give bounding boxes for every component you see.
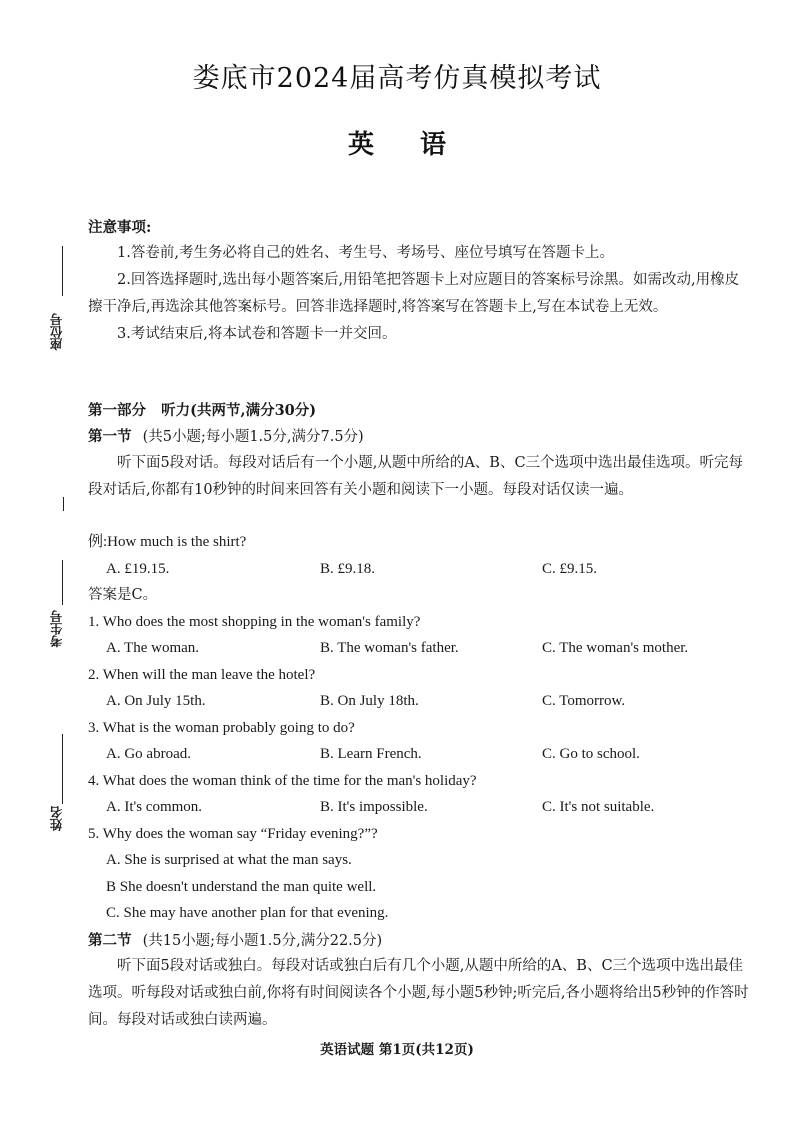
- notice-heading: 注意事项:: [88, 219, 152, 236]
- option-a: A. On July 15th.: [106, 693, 206, 709]
- option-c: C. Tomorrow.: [542, 693, 626, 709]
- page-footer: 英语试题 第1页(共12页): [320, 1042, 474, 1058]
- part1-heading: [88, 397, 753, 424]
- option-a: A. It's common.: [106, 799, 203, 815]
- subject-title: 英语: [347, 130, 492, 160]
- option-c: C. Go to school.: [542, 746, 640, 762]
- section1-heading: [88, 423, 753, 451]
- notice-list: [88, 240, 753, 348]
- exam-title: 娄底市2024届高考仿真模拟考试: [192, 63, 602, 94]
- option-b: B She doesn't understand the man quite well.: [106, 878, 377, 895]
- exam-no-line: [62, 560, 63, 605]
- question: 4. What does the woman think of the time for the man's holiday?: [88, 772, 477, 789]
- section2-title: 第二节: [88, 932, 132, 949]
- section2-heading: [88, 927, 753, 955]
- section2-instruction: [88, 953, 753, 1034]
- option-c: C. £9.15.: [542, 560, 598, 577]
- option-b: B. On July 18th.: [320, 693, 419, 709]
- option-c: C. She may have another plan for that evening.: [106, 905, 389, 921]
- question-options: [88, 688, 753, 715]
- margin-tick: [63, 497, 64, 511]
- seat-line: [62, 246, 63, 296]
- name-label: 姓名: [49, 806, 64, 831]
- question: 5. Why does the woman say “Friday evening?”?: [88, 825, 378, 842]
- example-answer: 答案是C。: [88, 587, 158, 603]
- question-options: [88, 635, 753, 662]
- question: 3. What is the woman probably going to do?: [88, 719, 355, 736]
- notice-item: 3.考试结束后,将本试卷和答题卡一并交回。: [117, 326, 397, 342]
- option-a: A. Go abroad.: [106, 746, 191, 762]
- name-line: [62, 734, 63, 804]
- option-b: B. It's impossible.: [320, 799, 428, 815]
- example-question: 例:How much is the shirt?: [88, 534, 247, 550]
- question-options: [88, 741, 753, 768]
- question: 2. When will the man leave the hotel?: [88, 666, 316, 683]
- section1-instruction: [88, 450, 753, 504]
- notice-item: 1.答卷前,考生务必将自己的姓名、考生号、考场号、座位号填写在答题卡上。: [117, 245, 614, 261]
- option-a: A. She is surprised at what the man says.: [106, 852, 352, 868]
- option-c: C. It's not suitable.: [542, 799, 655, 815]
- part1-title: 第一部分: [88, 402, 146, 419]
- section1-title: 第一节: [88, 428, 132, 445]
- option-c: C. The woman's mother.: [542, 640, 689, 656]
- section2-instruction-text: 听下面5段对话或独白。每段对话或独白后有几个小题,从题中所给的A、B、C三个选项中选出最佳选项。听每段对话或独白前,你将有时间阅读各个小题,每小题5秒钟;听完后,各小题将给出5秒钟的作答时间。每段对话或独白读两遍。: [88, 958, 749, 1028]
- part1-subtitle: 听力(共两节,满分30分): [161, 402, 317, 419]
- section1-instruction-text: 听下面5段对话。每段对话后有一个小题,从题中所给的A、B、C三个选项中选出最佳选项。听完每段对话后,你都有10秒钟的时间来回答有关小题和阅读下一小题。每段对话仅读一遍。: [88, 455, 744, 498]
- option-b: B. £9.18.: [320, 560, 376, 577]
- option-a: A. The woman.: [106, 640, 200, 656]
- question: 1. Who does the most shopping in the woman's family?: [88, 613, 421, 630]
- exam-no-label: 考生号: [49, 610, 64, 648]
- example-options: [88, 556, 753, 583]
- option-a: A. £19.15.: [106, 560, 170, 577]
- question-options: [88, 794, 753, 821]
- section2-subtitle: (共15小题;每小题1.5分,满分22.5分): [142, 933, 383, 949]
- notice-item: 2.回答选择题时,选出每小题答案后,用铅笔把答题卡上对应题目的答案标号涂黑。如需改动,用橡皮擦干净后,再选涂其他答案标号。回答非选择题时,将答案写在答题卡上,写在本试卷上无效。: [88, 272, 740, 315]
- option-b: B. The woman's father.: [320, 640, 459, 656]
- option-b: B. Learn French.: [320, 746, 422, 762]
- seat-label: 座位号: [49, 313, 64, 351]
- section1-subtitle: (共5小题;每小题1.5分,满分7.5分): [142, 429, 364, 445]
- question-list: [88, 529, 753, 927]
